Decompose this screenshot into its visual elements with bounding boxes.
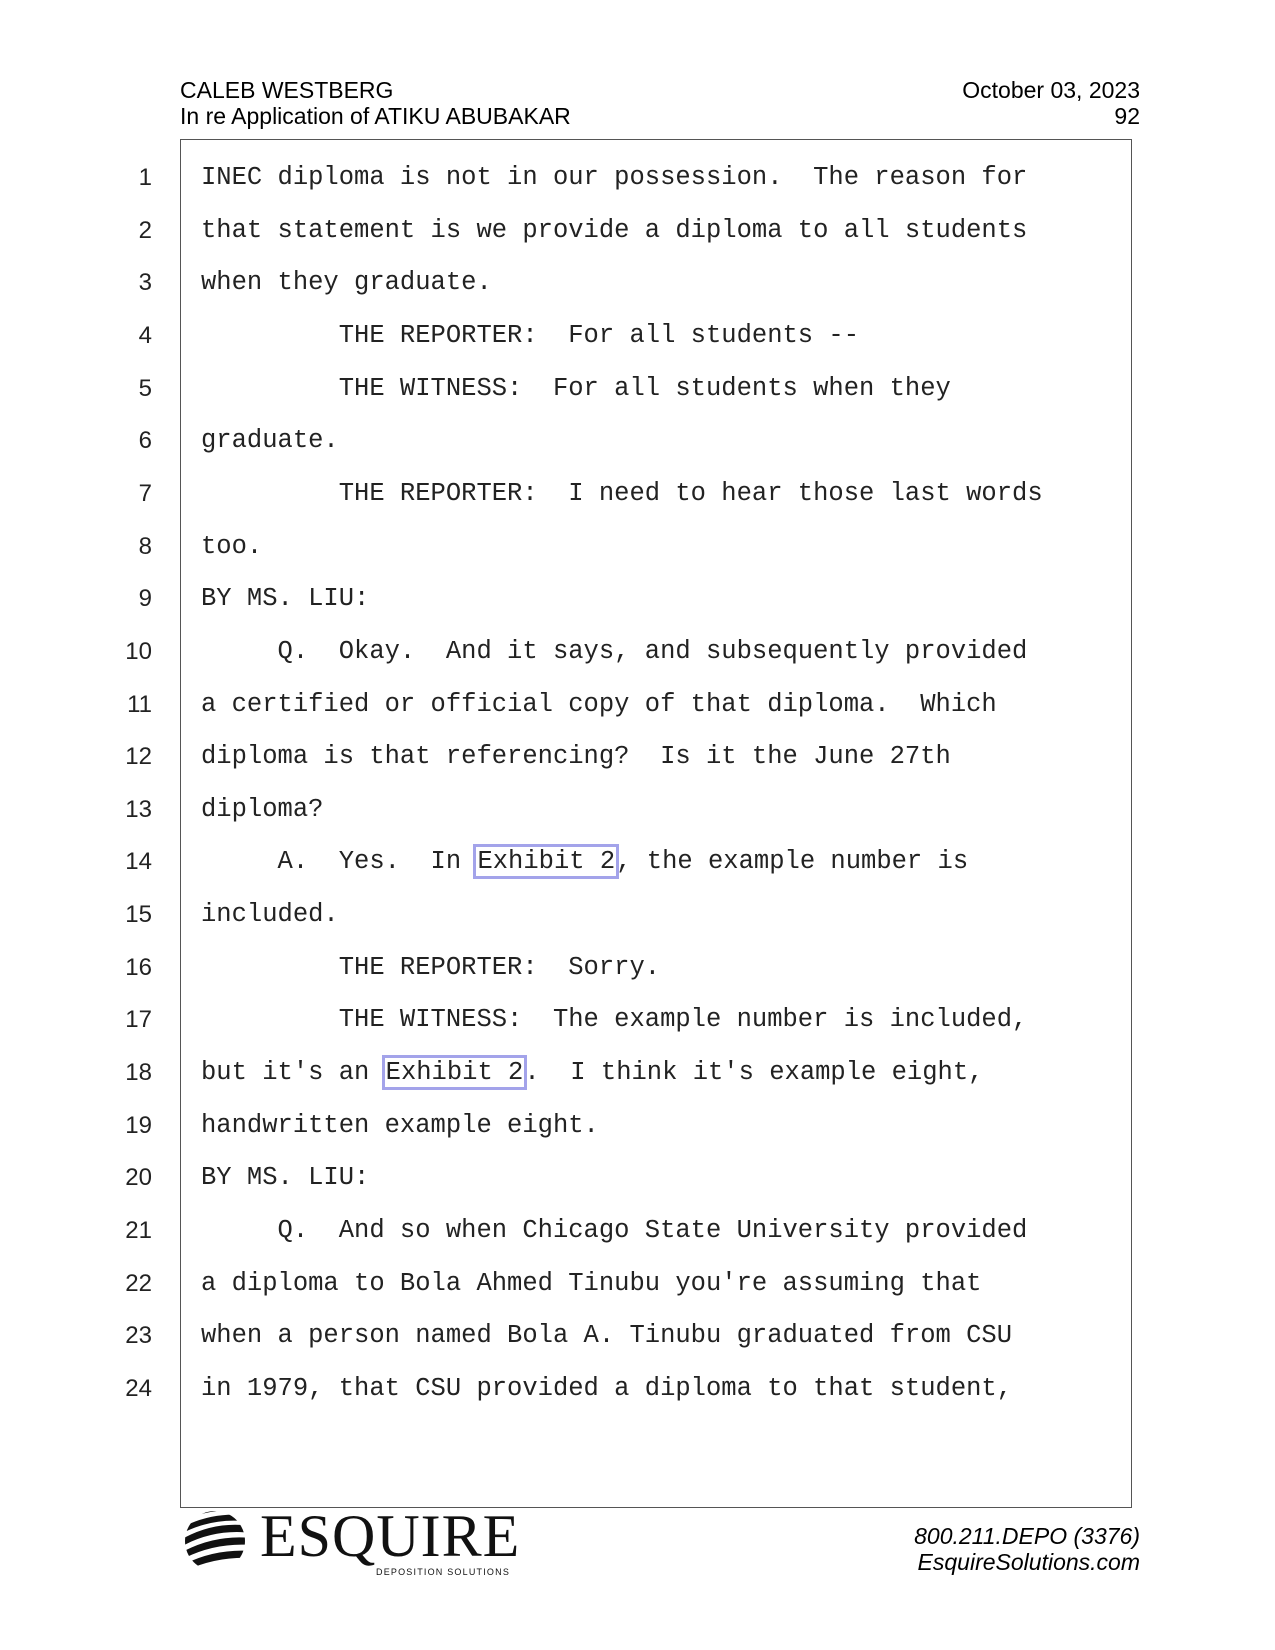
exhibit-link[interactable]: Exhibit 2 [477,847,616,876]
exhibit-link[interactable]: Exhibit 2 [385,1058,524,1087]
line-number: 20 [125,1164,152,1191]
line-number: 12 [125,743,152,770]
transcript-line: a certified or official copy of that diploma. Which [201,690,997,719]
line-text-after-link: , the example number is [616,847,969,876]
esquire-globe-icon [182,1508,248,1574]
line-number: 14 [125,848,152,875]
transcript-line: too. [201,532,263,561]
header-right [962,77,1140,129]
line-number: 9 [138,585,152,612]
line-number: 11 [127,691,152,718]
transcript-line: THE REPORTER: For all students -- [201,321,860,350]
transcript-line: handwritten example eight. [201,1111,599,1140]
logo-tagline: DEPOSITION SOLUTIONS [376,1567,511,1577]
line-text-before-link: A. Yes. In [201,847,477,876]
line-number: 10 [125,638,152,665]
logo-wordmark: ESQUIRE [260,1503,521,1569]
line-text-before-link: but it's an [201,1058,385,1087]
transcript-line: THE REPORTER: I need to hear those last words [201,479,1043,508]
transcript-line: when they graduate. [201,268,492,297]
transcript-line: THE REPORTER: Sorry. [201,953,661,982]
line-number: 3 [138,269,152,296]
line-number: 24 [125,1375,152,1402]
transcript-line: THE WITNESS: The example number is included, [201,1005,1028,1034]
transcript-line: BY MS. LIU: [201,584,370,613]
transcript-line: a diploma to Bola Ahmed Tinubu you're assuming that [201,1269,982,1298]
esquire-logo [182,1503,521,1578]
transcript-line: INEC diploma is not in our possession. The reason for [201,163,1028,192]
line-number: 19 [125,1112,152,1139]
line-number: 5 [138,375,152,402]
transcript-line: Q. Okay. And it says, and subsequently provided [201,637,1028,666]
line-number: 16 [125,954,152,981]
deposition-date: October 03, 2023 [962,77,1140,103]
header-left [180,77,571,129]
transcript-line [201,1058,983,1088]
line-number: 2 [138,217,152,244]
line-number: 17 [125,1006,152,1033]
line-number: 1 [138,164,152,191]
phone-number: 800.211.DEPO (3376) [914,1523,1140,1549]
footer-contact [914,1523,1140,1575]
line-number: 8 [138,533,152,560]
line-number: 6 [138,427,152,454]
line-number: 13 [125,796,152,823]
line-number: 7 [138,480,152,507]
line-number: 21 [125,1217,152,1244]
transcript-line: THE WITNESS: For all students when they [201,374,951,403]
transcript-line: diploma? [201,795,324,824]
transcript-line: in 1979, that CSU provided a diploma to that student, [201,1374,1013,1403]
transcript-line: graduate. [201,426,339,455]
line-text-after-link: . I think it's example eight, [524,1058,984,1087]
line-number: 18 [125,1059,152,1086]
case-title: In re Application of ATIKU ABUBAKAR [180,103,571,129]
transcript-line: that statement is we provide a diploma to all students [201,216,1028,245]
page-number: 92 [1114,103,1140,129]
line-number: 23 [125,1322,152,1349]
line-number: 4 [138,322,152,349]
transcript-line [201,847,968,877]
website-url: EsquireSolutions.com [917,1549,1140,1575]
witness-name: CALEB WESTBERG [180,77,394,103]
transcript-line: Q. And so when Chicago State University provided [201,1216,1028,1245]
transcript-line: BY MS. LIU: [201,1163,370,1192]
line-number: 22 [125,1270,152,1297]
transcript-line: when a person named Bola A. Tinubu graduated from CSU [201,1321,1013,1350]
transcript-line: included. [201,900,339,929]
line-number: 15 [125,901,152,928]
transcript-line: diploma is that referencing? Is it the June 27th [201,742,951,771]
